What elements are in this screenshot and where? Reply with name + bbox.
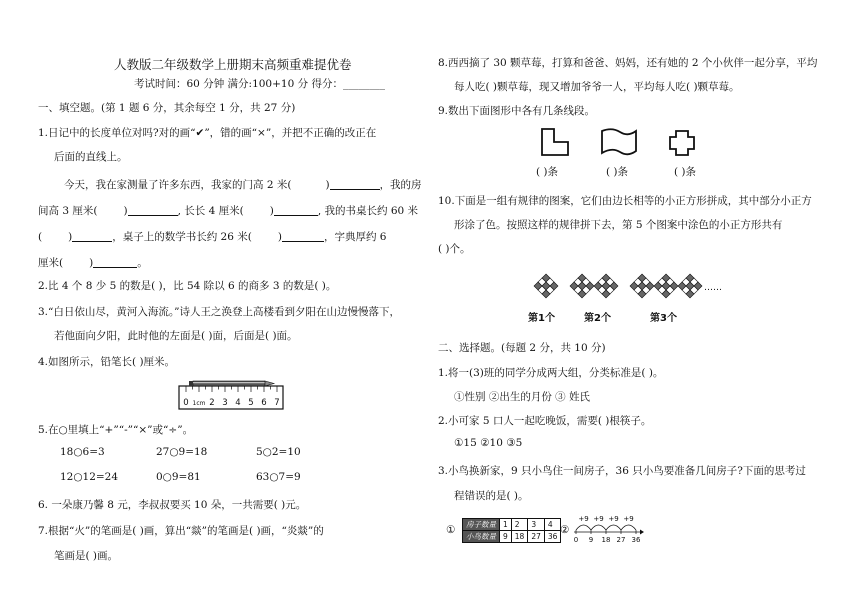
q3-line2: 若他面向夕阳，此时他的左面是( )面，后面是( )面。 [54, 330, 298, 342]
q10-line2: 形涂了色。按照这样的规律拼下去，第 5 个图案中涂色的小正方形共有 [454, 219, 783, 231]
jump-label: +9 [623, 515, 634, 523]
number-line-label: 27 [616, 536, 626, 544]
q1-paragraph-line1: 今天，我在家测量了许多东西，我家的门高 2 米( ) ，我的房 [64, 179, 422, 191]
q9-answer-1: ( )条 [536, 166, 559, 178]
pattern-figure-3 [630, 274, 654, 298]
q7-line1: 7.根据“火”的笔画是( )画，算出“燚”的笔画是( )画，“炎燚”的 [38, 525, 324, 537]
option-2-marker: ② [560, 524, 570, 536]
row-header-birds: 小鸟数量 [463, 531, 500, 543]
q9-shapes [538, 127, 728, 159]
q3-line1: 3.“白日依山尽，黄河入海流。”诗人王之涣登上高楼看到夕阳在山边慢慢落下， [38, 306, 401, 318]
s2-q2: 2.小可家 5 口人一起吃晚饭，需要( )根筷子。 [438, 415, 652, 427]
q7-line2: 笔画是( )画。 [54, 550, 119, 562]
jump-arc [621, 525, 636, 530]
shape-cross-polygon-icon [670, 131, 694, 155]
q5-item-2: 27○9=18 [156, 446, 208, 458]
ruler-label: 4 [235, 398, 241, 408]
jump-arc [576, 525, 591, 530]
jump-label: +9 [578, 515, 589, 523]
pattern-figure-2 [594, 274, 618, 298]
q2: 2.比 4 个 8 少 5 的数是( )，比 54 除以 6 的商多 3 的数是( )。 [38, 280, 337, 292]
birdhouse-table [462, 518, 561, 543]
answer-blank[interactable] [330, 178, 380, 190]
shape-l-polygon-icon [542, 129, 568, 155]
number-line-label: 36 [631, 536, 641, 544]
pattern-figure-3 [654, 274, 678, 298]
q9-answer-2: ( )条 [606, 166, 629, 178]
answer-blank[interactable] [128, 204, 178, 216]
answer-blank[interactable] [93, 256, 137, 268]
q5-item-6: 63○7=9 [256, 471, 301, 483]
number-line-label: 18 [601, 536, 611, 544]
q5-item-3: 5○2=10 [256, 446, 301, 458]
pattern-label-3: 第3个 [650, 313, 677, 324]
q5-item-1: 18○6=3 [60, 446, 105, 458]
number-line-label: 9 [588, 536, 594, 544]
ruler-label: 7 [274, 398, 280, 408]
ruler-figure [178, 376, 286, 412]
q5-item-4: 12○12=24 [60, 471, 119, 483]
section1-heading: 一、填空题。(第 1 题 6 分，其余每空 1 分，共 27 分) [38, 102, 296, 114]
q5-item-5: 0○9=81 [156, 471, 201, 483]
pattern-figure-1 [534, 274, 558, 298]
s2-q1: 1.将一(3)班的同学分成两大组，分类标准是( )。 [438, 367, 664, 379]
option-1-marker: ① [446, 524, 456, 536]
q6: 6. 一朵康乃馨 8 元，李叔叔要买 10 朵，一共需要( )元。 [38, 499, 307, 511]
table-row: 小鸟数量 9 18 27 36 [463, 531, 561, 543]
pattern-label-2: 第2个 [584, 313, 611, 324]
table-row: 房子数量 1 2 3 4 [463, 519, 561, 531]
q1-paragraph-line2: 间高 3 厘米( ) , 长长 4 厘米( ) , 我的书桌长约 60 米 [38, 205, 419, 217]
jump-arc [606, 525, 621, 530]
answer-blank[interactable] [274, 204, 318, 216]
row-header-houses: 房子数量 [463, 519, 500, 531]
number-line-label: 0 [573, 536, 579, 544]
q8-line1: 8.西西摘了 30 颗草莓，打算和爸爸、妈妈，还有她的 2 个小伙伴一起分享，平均 [438, 57, 818, 69]
q4: 4.如图所示，铅笔长( )厘米。 [38, 356, 176, 368]
pencil-icon [189, 381, 274, 386]
q10-pattern [528, 264, 728, 324]
q8-line2: 每人吃( )颗草莓，现又增加爷爷一人，平均每人吃( )颗草莓。 [454, 81, 740, 93]
jump-arc [591, 525, 606, 530]
jump-number-line [572, 514, 644, 544]
number-line-arrow [640, 530, 644, 535]
jump-label: +9 [593, 515, 604, 523]
q9-answer-3: ( )条 [674, 166, 697, 178]
q10-line1: 10.下面是一组有规律的图案，它们由边长相等的小正方形拼成，其中部分小正方 [438, 195, 812, 207]
ruler-label: 6 [261, 398, 267, 408]
pattern-label-1: 第1个 [528, 313, 555, 324]
ruler-label: 5 [248, 398, 254, 408]
ruler-label: 3 [222, 398, 228, 408]
q1-paragraph-line4: 厘米( ) 。 [38, 257, 148, 269]
q5: 5.在○里填上“+”“-”“×”或“÷”。 [38, 424, 194, 436]
q1-paragraph-line3: ( ) ，桌子上的数学书长约 26 米( ) ，字典厚约 6 [38, 231, 387, 243]
ruler-label: 2 [209, 398, 215, 408]
s2-q2-options: ①15 ②10 ③5 [454, 437, 523, 449]
ruler-label: 0 [183, 398, 189, 408]
q10-line3: ( )个。 [438, 243, 471, 255]
answer-blank[interactable] [282, 230, 324, 242]
q9: 9.数出下面图形中各有几条线段。 [438, 105, 596, 117]
section2-heading: 二、选择题。(每题 2 分，共 10 分) [438, 342, 606, 354]
pattern-figure-2 [570, 274, 594, 298]
q1-line1: 1.日记中的长度单位对吗?对的画“✔”，错的画“×”，并把不正确的改正在 [38, 127, 377, 139]
pattern-continuation-dots: …… [704, 283, 722, 293]
shape-wave-flag-icon [602, 129, 636, 154]
ruler-label: 1cm [192, 400, 206, 407]
s2-q3-line1: 3.小鸟换新家，9 只小鸟住一间房子，36 只小鸟要准备几间房子?下面的思考过 [438, 465, 806, 477]
jump-label: +9 [608, 515, 619, 523]
pattern-figure-3 [678, 274, 702, 298]
q1-line2: 后面的直线上。 [54, 151, 128, 163]
s2-q1-options: ①性别 ②出生的月份 ③ 姓氏 [454, 391, 591, 403]
s2-q3-line2: 程错误的是( )。 [454, 490, 529, 502]
exam-info: 考试时间：60 分钟 满分:100+10 分 得分：________ [134, 78, 385, 90]
exam-title: 人教版二年级数学上册期末高频重难提优卷 [114, 57, 352, 72]
answer-blank[interactable] [72, 230, 112, 242]
